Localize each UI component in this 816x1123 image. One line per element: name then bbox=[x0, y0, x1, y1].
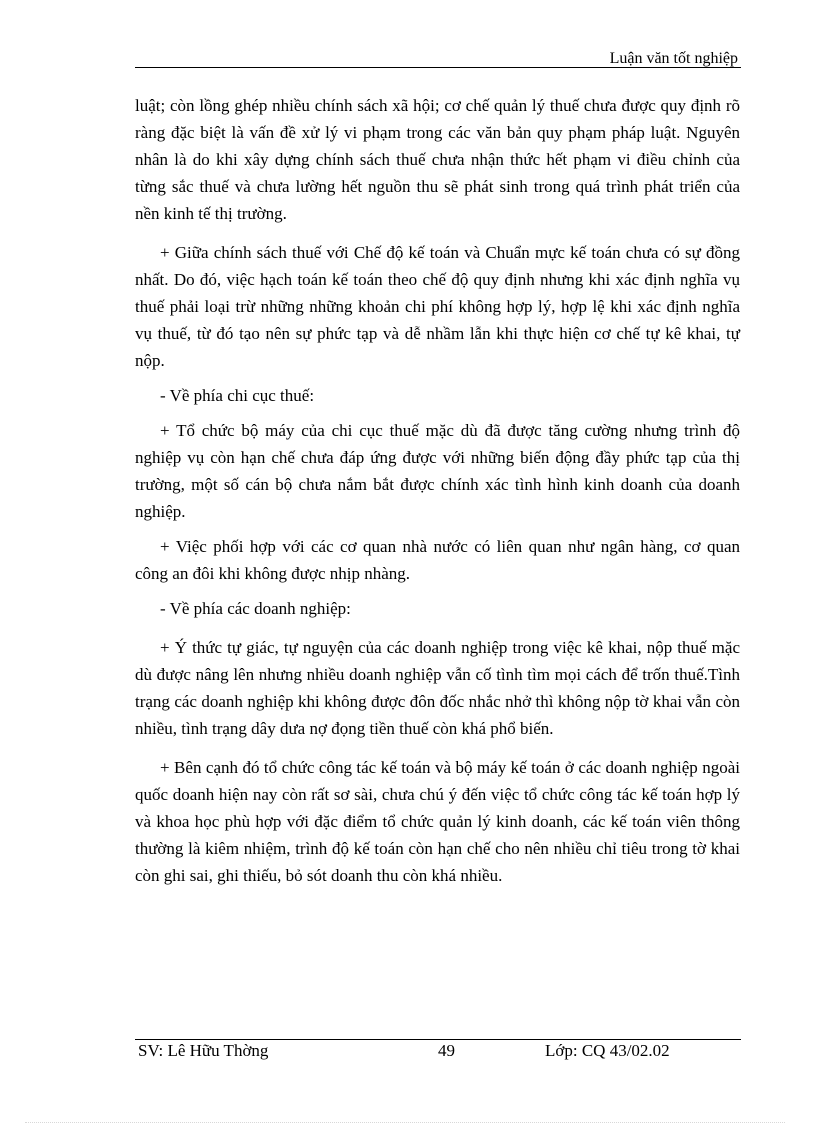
paragraph-continuation: luật; còn lồng ghép nhiều chính sách xã hội; cơ chế quản lý thuế chưa được quy định rõ ràng đặc biệt là vấn đề xử lý vi phạm trong các văn bản quy phạm pháp luật. Nguyên nhân là do khi xây dựng chính sách thuế chưa nhận thức hết phạm vi điều chỉnh của từng sắc thuế và chưa lường hết nguồn thu sẽ phát sinh trong quá trình phát triển của nền kinh tế thị trường. bbox=[135, 96, 740, 223]
footer-divider bbox=[135, 1039, 741, 1040]
heading-enterprise-side: - Về phía các doanh nghiệp: bbox=[160, 599, 351, 618]
paragraph-agency-coordination: + Việc phối hợp với các cơ quan nhà nước có liên quan như ngân hàng, cơ quan công an đôi khi không được nhịp nhàng. bbox=[135, 537, 740, 583]
document-body bbox=[135, 92, 740, 889]
paragraph-tax-office-organization: + Tổ chức bộ máy của chi cục thuế mặc dù đã được tăng cường nhưng trình độ nghiệp vụ còn hạn chế chưa đáp ứng được với những biến động đầy phức tạp của thị trường, một số cán bộ chưa nắm bắt được chính xác tình hình kinh doanh của doanh nghiệp. bbox=[135, 421, 740, 521]
footer-class-label: Lớp: CQ 43/02.02 bbox=[545, 1041, 670, 1060]
paragraph-tax-policy-accounting: + Giữa chính sách thuế với Chế độ kế toán và Chuẩn mực kế toán chưa có sự đồng nhất. Do đó, việc hạch toán kế toán theo chế độ quy định nhưng khi xác định nghĩa vụ thuế phải loại trừ những những khoản chi phí không hợp lý, hợp lệ khi xác định nghĩa vụ thuế, từ đó tạo nên sự phức tạp và dễ nhầm lẫn khi thực hiện cơ chế tự kê khai, tự nộp. bbox=[135, 243, 740, 370]
header-divider bbox=[135, 67, 741, 68]
running-header-title: Luận văn tốt nghiệp bbox=[609, 50, 738, 67]
heading-tax-office-side: - Về phía chi cục thuế: bbox=[160, 386, 315, 405]
footer-page-number: 49 bbox=[438, 1041, 455, 1060]
paragraph-enterprise-accounting: + Bên cạnh đó tổ chức công tác kế toán và bộ máy kế toán ở các doanh nghiệp ngoài quốc doanh hiện nay còn rất sơ sài, chưa chú ý đến việc tổ chức công tác kế toán hợp lý và khoa học phù hợp với đặc điểm tổ chức quản lý kinh doanh, các kế toán viên thông thường là kiêm nhiệm, trình độ kế toán còn hạn chế cho nên nhiều chỉ tiêu trong tờ khai còn ghi sai, ghi thiếu, bỏ sót doanh thu còn khá nhiều. bbox=[135, 758, 740, 885]
footer-student-name: SV: Lê Hữu Thờng bbox=[138, 1041, 269, 1060]
paragraph-enterprise-compliance: + Ý thức tự giác, tự nguyện của các doanh nghiệp trong việc kê khai, nộp thuế mặc dù được nâng lên nhưng nhiều doanh nghiệp vẫn cố tình tìm mọi cách để trốn thuế.Tình trạng các doanh nghiệp khi không được đôn đốc nhắc nhở thì không nộp tờ khai vẫn còn nhiều, tình trạng dây dưa nợ đọng tiền thuế còn khá phổ biến. bbox=[135, 638, 740, 738]
